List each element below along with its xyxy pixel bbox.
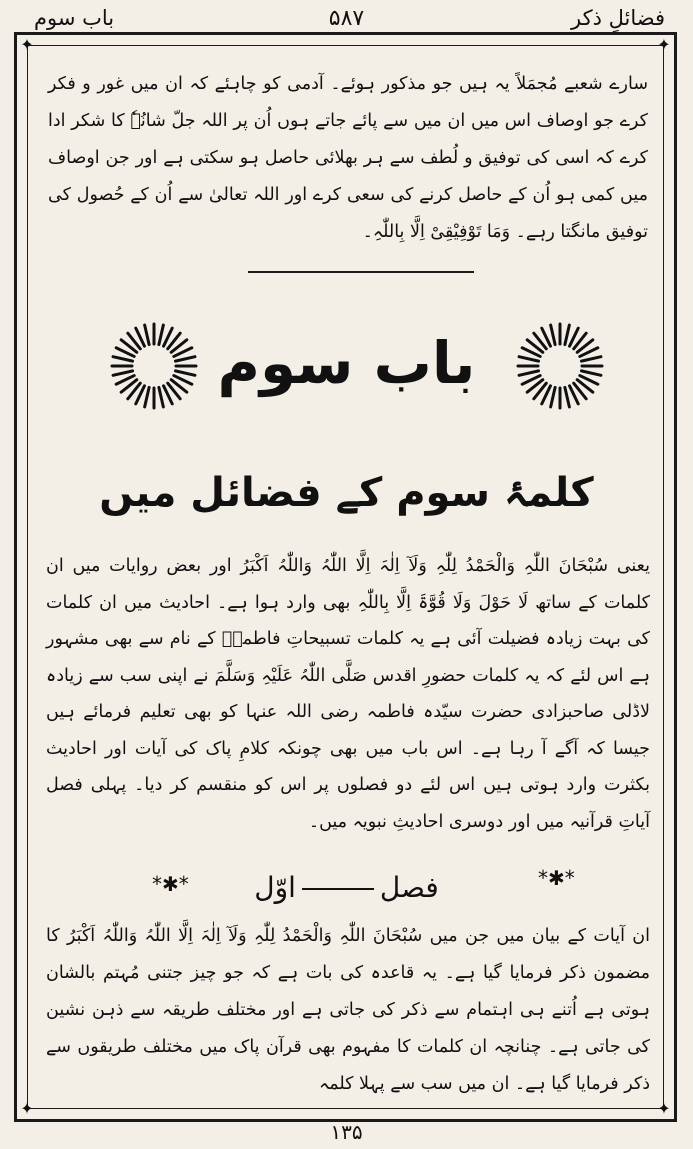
page-number: ۱۳۵ <box>330 1120 363 1144</box>
corner-ornament-icon: ✦ <box>20 1099 34 1118</box>
section-heading <box>0 866 693 910</box>
heading-rule <box>302 888 374 890</box>
corner-ornament-icon: ✦ <box>20 35 34 54</box>
section-heading-word: فصل <box>379 871 439 904</box>
corner-ornament-icon: ✦ <box>657 1099 671 1118</box>
chapter-heading: باب سوم <box>217 329 476 397</box>
intro-paragraph: سارے شعبے مُجمَلاً یہ ہیں جو مذکور ہوئے۔ آدمی کو چاہئے کہ ان میں غور و فکر کرے جو اوصاف اس میں ان میں سے پائے جاتے ہوں اُن پر اللہ جلّ شانُہٗ کا شکر ادا کرے کہ اسی کی توفیق و لُطف سے ہر بھلائی حاصل ہو سکتی ہے اور جن اوصاف میں کمی ہو اُن کے حاصل کرنے کی سعی کرے اور اللہ تعالیٰ سے اُن کے حُصول کی توفیق مانگتا رہے۔ وَمَا تَوْفِیْقِیْ اِلَّا بِاللّٰہِ۔ <box>48 74 648 242</box>
chapter-subheading: کلمۂ سوم کے فضائل میں <box>99 470 594 516</box>
section-divider <box>248 271 474 273</box>
section-heading-word: اوّل <box>254 871 296 904</box>
section-paragraph: ان آیات کے بیان میں جن میں سُبْحَانَ اللّٰہِ وَالْحَمْدُ لِلّٰہِ وَلَآ اِلٰہَ اِلَّا اللّٰہُ وَاللّٰہُ اَکْبَرُ کا مضمون ذکر فرمایا گیا ہے۔ یہ قاعدہ کی بات ہے کہ جو چیز جتنی مُہتم بالشان ہوتی ہے اُتنے ہی اہتمام سے ذکر کی جاتی ہے اور مختلف طریقہ سے ذہن نشین کی جاتی ہے۔ چنانچہ ان کلمات کا مفہوم بھی قرآن پاک میں مختلف طریقوں سے ذکر فرمایا گیا ہے۔ ان میں سب سے پہلا کلمہ <box>46 926 650 1094</box>
star-ornament-icon: *✱* <box>538 866 575 890</box>
corner-ornament-icon: ✦ <box>657 35 671 54</box>
star-ornament-icon: *✱* <box>152 872 189 896</box>
running-header <box>20 4 673 34</box>
main-paragraph: یعنی سُبْحَانَ اللّٰہِ وَالْحَمْدُ لِلّٰہِ وَلَآ اِلٰہَ اِلَّا اللّٰہُ وَاللّٰہُ اَکْبَرُ اور بعض روایات میں ان کلمات کے ساتھ لَا حَوْلَ وَلَا قُوَّۃَ اِلَّا بِاللّٰہِ بھی وارد ہوا ہے۔ احادیث میں ان کلمات کی بہت زیادہ فضیلت آئی ہے یہ کلمات تسبیحاتِ فاطمہؓ کے نام سے بھی مشہور ہے اس لئے کہ یہ کلمات حضورِ اقدس صَلَّی اللّٰہُ عَلَیْہِ وَسَلَّمَ نے اپنی سب سے زیادہ لاڈلی صاحبزادی حضرت سیّدہ فاطمہ رضی اللہ عنہا کو بھی تعلیم فرمائے ہیں جیسا کہ آگے آ رہا ہے۔ اس باب میں بھی چونکہ کلامِ پاک کی آیات اور احادیث بکثرت وارد ہوتی ہیں اس لئے دو فصلوں پر اس کو منقسم کر دیا۔ پہلی فصل آیاتِ قرآنیہ میں اور دوسری احادیثِ نبویہ میں۔ <box>46 556 650 832</box>
header-book-title: فضائلِ ذکر <box>570 6 665 30</box>
header-chapter: باب سوم <box>34 6 115 30</box>
header-page-marker: ۵۸۷ <box>328 6 365 31</box>
